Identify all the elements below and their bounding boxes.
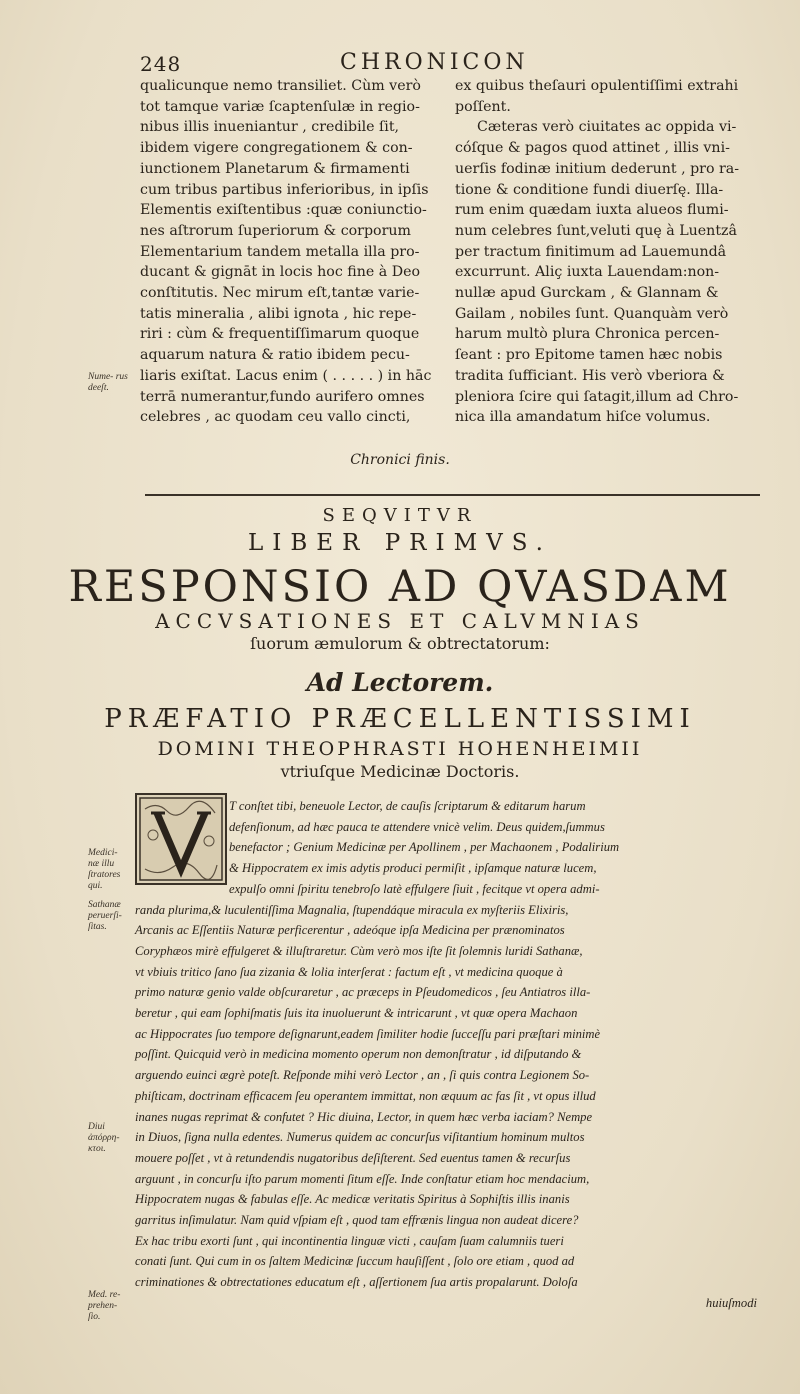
left-line: terrā numerantur,fundo aurifero omnes (140, 388, 425, 405)
preface-line: & Hippocratem ex imis adytis produci permiſit , ipſamque naturæ lucem, (229, 861, 597, 876)
left-line: nibus illis inueniantur , credibile ſit, (140, 119, 400, 136)
preface-line: Hippocratem nugas & fabulas eſſe. Ac medicæ veritatis Spiritus à Sophiſtis illis inanis (135, 1192, 570, 1207)
preface-line: Coryphæos mirè effulgeret & illuſtraretur. Cùm verò mos iſte ſit ſolemnis luridi Sathanæ, (135, 943, 583, 958)
sequitur-heading: SEQVITVR (322, 505, 478, 526)
left-column (140, 76, 440, 428)
right-line: rum enim quædam iuxta alueos flumi- (455, 202, 729, 219)
left-line: iunctionem Planetarum & firmamenti (140, 160, 410, 177)
right-line: tradita ſufficiant. His verò vberiora & (455, 367, 725, 384)
preface-line: garritus inſimulatur. Nam quid vſpiam eſt , quod tam effrænis lingua non audeat dicere? (135, 1213, 579, 1228)
running-title: CHRONICON (340, 50, 529, 75)
left-line: Elementarium tandem metalla illa pro- (140, 243, 420, 260)
preface-line: ac Hippocrates ſuo tempore deſignarunt,eadem ſimiliter hodie ſucceſſu pari præſtari minimè (135, 1026, 601, 1041)
preface-line: Ex hac tribu exorti ſunt , qui incontinentia linguæ victi , cauſam ſuam calumniis tueri (135, 1233, 564, 1248)
preface-line: randa plurima,& luculentiſſima Magnalia, ſtupendáque miracula ex myſteriis Elixiris, (135, 902, 569, 917)
left-line: ibidem vigere congregationem & con- (140, 140, 413, 157)
right-line: nica illa amandatum hiſce volumus. (455, 409, 711, 426)
right-line: ſeant : pro Epitome tamen hæc nobis (455, 347, 723, 364)
preface-line: T conſtet tibi, beneuole Lector, de cauſis ſcriptarum & editarum harum (229, 799, 586, 813)
left-line: conſtitutis. Nec mirum eſt,tantæ varie- (140, 285, 420, 302)
margin-note-medici: Medici- næ illu ſtratores qui. (88, 848, 121, 891)
right-line: cóſque & pagos quod attinet , illis vni- (455, 140, 730, 157)
right-line: ex quibus theſauri opulentiſſimi extrahi (455, 78, 739, 94)
dominus-heading: DOMINI THEOPHRASTI HOHENHEIMII (157, 738, 643, 760)
suorum-subtitle: ſuorum æmulorum & obtrectatorum: (250, 634, 550, 653)
preface-line: beretur , qui eam ſophiſmatis ſuis ita inuoluerunt & intricarunt , vt quæ opera Machaon (135, 1006, 578, 1021)
margin-note-diui: Diui ἀπόρρη- κτοι. (88, 1122, 120, 1154)
preface-line: mouere poſſet , vt à retundendis nugatoribus deſiſterent. Sed euentus tamen & recurſus (135, 1150, 571, 1165)
right-line: Gailam , nobiles ſunt. Quanquàm verò (455, 305, 729, 322)
right-line: harum multò plura Chronica percen- (455, 326, 720, 343)
right-line: Cæteras verò ciuitates ac oppida vi- (477, 119, 737, 136)
right-line: per tractum finitimum ad Lauemundâ (455, 243, 727, 260)
preface-line: expulſo omni ſpiritu tenebroſo latè effulgere ſiuit , fecitque vt opera admi- (229, 881, 600, 896)
right-line: poſſent. (455, 98, 511, 115)
responsio-title: RESPONSIO AD QVASDAM (68, 562, 732, 612)
preface-line: in Diuos, ſigna nulla edentes. Numerus quidem ac concurſus viſitantium hominum multos (135, 1130, 585, 1145)
left-line: Elementis exiſtentibus :quæ coniunctio- (140, 202, 427, 219)
divider-rule (145, 494, 760, 496)
ad-lectorem-heading: Ad Lectorem. (306, 668, 494, 697)
right-line: uerſis fodinæ initium dederunt , pro ra- (455, 160, 740, 177)
preface-line: defenſionum, ad hæc pauca te attendere vnicè velim. Deus quidem,ſummus (229, 819, 605, 834)
preface-line: primo naturæ genio valde obſcuraretur , ac præceps in Pſeudomedicos , ſeu Antiatros illa- (135, 985, 591, 1000)
left-line: qualicunque nemo transiliet. Cùm verò (140, 78, 421, 94)
right-column (455, 76, 765, 428)
left-line: tot tamque variæ ſcaptenſulæ in regio- (140, 98, 420, 115)
right-line: nullæ apud Gurckam , & Glannam & (455, 285, 719, 302)
preface-line: huiuſmodi (705, 1295, 757, 1310)
preface-line: vt vbiuis tritico ſano ſua zizania & lolia interſerat : factum eſt , vt medicina quoque à (135, 964, 563, 979)
right-line: tione & conditione fundi diuerſę. Illa- (455, 181, 724, 198)
vtriusque-subheading: vtriuſque Medicinæ Doctoris. (280, 762, 520, 781)
left-line: riri : cùm & frequentiſſimarum quoque (140, 326, 420, 343)
left-line: tatis mineralia , alibi ignota , hic repe- (140, 305, 417, 322)
accusationes-title: ACCVSATIONES ET CALVMNIAS (155, 609, 645, 633)
margin-note-med-reprehensio: Med. re- prehen- ſio. (88, 1290, 121, 1322)
left-line: cum tribus partibus inferioribus, in ipſis (140, 181, 429, 198)
liber-primus-heading: LIBER PRIMVS. (248, 530, 552, 556)
page-number: 248 (140, 52, 182, 76)
preface-line: poſſint. Quicquid verò in medicina momento operum non demonſtratur , id diſputando & (135, 1047, 582, 1062)
left-line: ducant & gignāt in locis hoc fine à Deo (140, 264, 421, 281)
margin-note-numerus: Nume- rus deeſt. (88, 372, 128, 393)
left-line: celebres , ac quodam ceu vallo cincti, (140, 409, 411, 426)
preface-line: Arcanis ac Eſſentiis Naturæ perficerentur , adeóque ipſa Medicina per prænominatos (135, 923, 565, 938)
preface-line: criminationes & obtrectationes educatum eſt , aſſertionem ſua artis propalarunt. Doloſa (135, 1275, 578, 1290)
chronici-finis: Chronici finis. (350, 452, 450, 468)
left-line: aquarum natura & ratio ibidem pecu- (140, 347, 410, 364)
preface-line: arguendo euinci ægrè poteſt. Reſponde mihi verò Lector , an , ſi quis contra Legionem So- (135, 1068, 590, 1083)
preface-line: phiſticam, doctrinam efficacem ſeu operantem immittat, non æquum ac fas ſit , vt opus illud (135, 1088, 596, 1103)
right-line: excurrunt. Aliç iuxta Lauendam:non- (455, 264, 720, 281)
praefatio-heading: PRÆFATIO PRÆCELLENTISSIMI (104, 704, 696, 734)
right-line: num celebres ſunt,veluti quę à Luentzâ (455, 222, 737, 239)
right-line: pleniora ſcire qui ſatagit,illum ad Chro- (455, 388, 739, 405)
preface-text (135, 796, 765, 1314)
preface-line: arguunt , in concurſu iſto parum momenti ſitum eſſe. Inde conſtatur etiam hoc mendacium, (135, 1171, 590, 1186)
left-line: liaris exiſtat. Lacus enim ( . . . . . ) in hāc (140, 367, 432, 384)
margin-note-sathanae: Sathanæ peruerſi- ſitas. (88, 900, 122, 932)
preface-line: benefactor ; Genium Medicinæ per Apollinem , per Machaonem , Podalirium (229, 840, 620, 855)
left-line: nes aſtrorum ſuperiorum & corporum (140, 222, 411, 239)
preface-line: conati ſunt. Qui cum in os ſaltem Medicinæ ſuccum hauſiſſent , ſolo ore etiam , quod ad (135, 1254, 575, 1269)
preface-line: inanes nugas reprimat & confutet ? Hic diuina, Lector, in quem hæc verba iaciam? Nempe (135, 1109, 593, 1124)
